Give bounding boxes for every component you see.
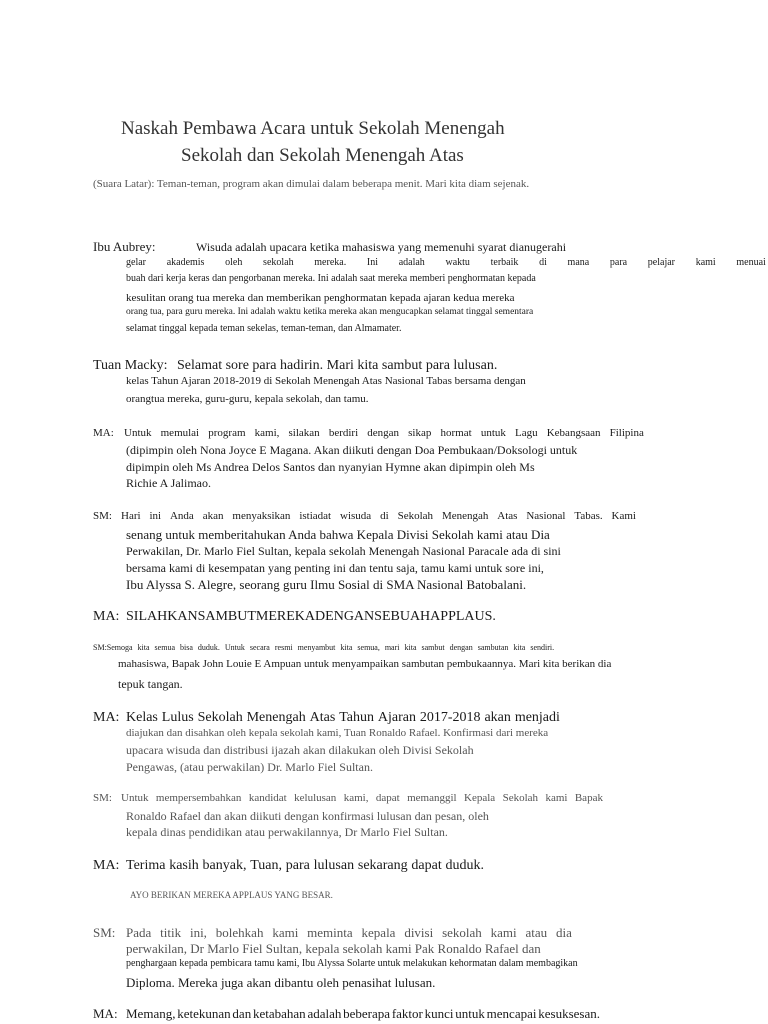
b4-line3: Perwakilan, Dr. Marlo Fiel Sultan, kepala sekolah Menengah Nasional Paracale ada di sini xyxy=(126,544,561,558)
b4-line4: bersama kami di kesempatan yang penting ini dan tentu saja, tamu kami untuk sore ini, xyxy=(126,561,544,575)
justified-word: Tahun xyxy=(339,710,374,725)
justified-word: Untuk xyxy=(121,792,149,804)
justified-word: akademis xyxy=(166,257,205,268)
justified-word: Terima xyxy=(126,858,166,873)
justified-word: Menengah xyxy=(246,710,306,725)
speaker-ma: MA: xyxy=(93,609,120,624)
justified-word: ketabahan xyxy=(252,1006,306,1021)
justified-word: SILAHKAN xyxy=(126,609,198,624)
justified-word: DENGAN xyxy=(315,609,375,624)
justified-word: dapat xyxy=(375,792,400,804)
b11-line1 xyxy=(126,1006,600,1022)
justified-word: dia xyxy=(556,925,572,940)
justified-word: sikap xyxy=(408,427,432,439)
justified-word: kami xyxy=(695,257,716,268)
b10-line1 xyxy=(126,925,572,941)
speaker-sm: SM: xyxy=(93,792,112,804)
b2-line1: Selamat sore para hadirin. Mari kita sambut para lulusan. xyxy=(177,358,498,373)
b1-line6: selamat tinggal kepada teman sekelas, teman-teman, dan Almamater. xyxy=(126,323,402,334)
justified-word: ketekunan xyxy=(177,1006,231,1021)
b6-line2: mahasiswa, Bapak John Louie E Ampuan untuk menyampaikan sambutan pembukaannya. Mari kita berikan dia xyxy=(118,658,612,670)
speaker-ma: MA: xyxy=(93,710,120,725)
justified-word: program xyxy=(208,427,246,439)
justified-word: kasih xyxy=(169,858,199,873)
justified-word: akan xyxy=(202,510,224,522)
document-title-line2: Sekolah dan Sekolah Menengah Atas xyxy=(181,145,464,166)
justified-word: kami xyxy=(272,925,299,940)
justified-word: Anda xyxy=(169,510,194,522)
justified-word: 2017-2018 xyxy=(419,710,481,725)
justified-word: para xyxy=(609,257,628,268)
justified-word: sekolah xyxy=(263,257,294,268)
b7-line1 xyxy=(126,710,560,726)
justified-word: kami, xyxy=(343,792,369,804)
justified-word: Kebangsaan xyxy=(546,427,601,439)
b8-line1 xyxy=(121,792,603,804)
speaker-ma: MA: xyxy=(93,427,114,439)
justified-word: terbaik xyxy=(490,257,519,268)
justified-word: menjadi xyxy=(514,710,560,725)
b1-line5: orang tua, para guru mereka. Ini adalah waktu ketika mereka akan mengucapkan selamat tinggal sementara xyxy=(126,307,534,317)
justified-word: adalah xyxy=(307,1006,342,1021)
justified-word: beberapa xyxy=(343,1006,391,1021)
b4-line2: senang untuk memberitahukan Anda bahwa Kepala Divisi Sekolah kami atau Dia xyxy=(126,527,550,542)
justified-word: oleh xyxy=(225,257,243,268)
justified-word: waktu xyxy=(445,257,470,268)
b7-line3: upacara wisuda dan distribusi ijazah akan dilakukan oleh Divisi Sekolah xyxy=(126,743,474,757)
justified-word: Lagu xyxy=(515,427,538,439)
justified-word: berdiri xyxy=(328,427,359,439)
justified-word: wisuda xyxy=(340,510,372,522)
justified-word: para xyxy=(285,858,310,873)
document-title-line1: Naskah Pembawa Acara untuk Sekolah Menengah xyxy=(121,118,505,139)
b5-applause-line xyxy=(126,609,496,625)
justified-word: meminta xyxy=(307,925,353,940)
b10-line2: perwakilan, Dr Marlo Fiel Sultan, kepala sekolah kami Pak Ronaldo Rafael dan xyxy=(126,941,541,956)
justified-word: bolehkah xyxy=(215,925,264,940)
justified-word: mana xyxy=(567,257,590,268)
justified-word: Pada xyxy=(126,925,152,940)
justified-word: APPLAUS. xyxy=(430,609,496,624)
b3-line2: (dipimpin oleh Nona Joyce E Magana. Akan diikuti dengan Doa Pembukaan/Doksologi untuk xyxy=(126,443,578,457)
b3-line4: Richie A Jalimao. xyxy=(126,476,211,490)
justified-word: di xyxy=(380,510,389,522)
b7-line4: Pengawas, (atau perwakilan) Dr. Marlo Fiel Sultan. xyxy=(126,760,373,774)
b1-line1: Wisuda adalah upacara ketika mahasiswa yang memenuhi syarat dianugerahi xyxy=(196,240,567,254)
justified-word: mereka. xyxy=(314,257,347,268)
speaker-sm: SM: xyxy=(93,510,112,522)
justified-word: Memang, xyxy=(126,1006,176,1021)
justified-word: Atas xyxy=(497,510,518,522)
justified-word: Sekolah xyxy=(502,792,539,804)
b6-line1: SM:Semoga kita semua bisa duduk. Untuk secara resmi menyambut kita semua, mari kita sambut dengan sambutan kita sendiri. xyxy=(93,643,555,652)
justified-word: Sekolah xyxy=(197,710,243,725)
justified-word: adalah xyxy=(398,257,425,268)
justified-word: kandidat xyxy=(248,792,287,804)
justified-word: gelar xyxy=(126,257,146,268)
justified-word: di xyxy=(539,257,547,268)
justified-word: Sekolah xyxy=(397,510,434,522)
b7-line2: diajukan dan disahkan oleh kepala sekolah kami, Tuan Ronaldo Rafael. Konfirmasi dari mereka xyxy=(126,727,549,739)
justified-word: SEBUAH xyxy=(374,609,431,624)
justified-word: ini xyxy=(149,510,162,522)
justified-word: silakan xyxy=(288,427,320,439)
justified-word: Atas xyxy=(309,710,336,725)
b8-line2: Ronaldo Rafael dan akan diikuti dengan konfirmasi lulusan dan pesan, oleh xyxy=(126,809,489,823)
justified-word: akan xyxy=(484,710,511,725)
justified-word: kami xyxy=(545,792,568,804)
b9-line2: AYO BERIKAN MEREKA APPLAUS YANG BESAR. xyxy=(130,890,333,900)
justified-word: mempersembahkan xyxy=(155,792,242,804)
b3-line3: dipimpin oleh Ms Andrea Delos Santos dan nyanyian Hymne akan dipimpin oleh Ms xyxy=(126,460,535,474)
justified-word: Nasional xyxy=(526,510,566,522)
justified-word: mencapai xyxy=(486,1006,537,1021)
b9-line1 xyxy=(126,858,484,874)
justified-word: pelajar xyxy=(647,257,675,268)
justified-word: Kepala xyxy=(464,792,496,804)
b1-line3: buah dari kerja keras dan pengorbanan mereka. Ini adalah saat mereka memberi penghormatan kepada xyxy=(126,273,536,284)
b8-line3: kepala dinas pendidikan atau perwakilannya, Dr Marlo Fiel Sultan. xyxy=(126,825,448,839)
b3-line1 xyxy=(124,427,644,439)
justified-word: Lulus xyxy=(161,710,194,725)
justified-word: Ajaran xyxy=(377,710,416,725)
justified-word: kami, xyxy=(254,427,280,439)
justified-word: kunci xyxy=(424,1006,454,1021)
justified-word: ini, xyxy=(189,925,207,940)
justified-word: dan xyxy=(232,1006,252,1021)
justified-word: menuai xyxy=(736,257,766,268)
justified-word: kepala xyxy=(361,925,396,940)
justified-word: memanggil xyxy=(407,792,457,804)
justified-word: dengan xyxy=(367,427,400,439)
justified-word: faktor xyxy=(391,1006,423,1021)
b1-line4: kesulitan orang tua mereka dan memberikan penghormatan kepada ajaran kedua mereka xyxy=(126,292,515,304)
speaker-ibu-aubrey: Ibu Aubrey: xyxy=(93,239,156,254)
b10-line3: penghargaan kepada pembicara tamu kami, Ibu Alyssa Solarte untuk melakukan kehormatan dalam membagikan xyxy=(126,958,578,969)
justified-word: kelulusan xyxy=(294,792,337,804)
justified-word: menyaksikan xyxy=(232,510,291,522)
justified-word: sekarang xyxy=(357,858,408,873)
justified-word: Tuan, xyxy=(250,858,283,873)
justified-word: untuk xyxy=(480,427,506,439)
b10-line4: Diploma. Mereka juga akan dibantu oleh penasihat lulusan. xyxy=(126,975,436,990)
justified-word: Ini xyxy=(366,257,379,268)
justified-word: Kami xyxy=(611,510,636,522)
justified-word: memulai xyxy=(160,427,200,439)
justified-word: divisi xyxy=(404,925,434,940)
justified-word: lulusan xyxy=(313,858,355,873)
justified-word: dapat xyxy=(411,858,442,873)
justified-word: MEREKA xyxy=(255,609,316,624)
justified-word: Untuk xyxy=(124,427,152,439)
justified-word: sekolah xyxy=(442,925,482,940)
justified-word: Tabas. xyxy=(574,510,603,522)
justified-word: kesuksesan. xyxy=(538,1006,600,1021)
b2-line2: kelas Tahun Ajaran 2018-2019 di Sekolah Menengah Atas Nasional Tabas bersama dengan xyxy=(126,375,526,387)
justified-word: Hari xyxy=(121,510,141,522)
b1-line2 xyxy=(126,257,766,268)
speaker-sm: SM: xyxy=(93,925,116,940)
justified-word: banyak, xyxy=(202,858,247,873)
speaker-ma: MA: xyxy=(93,1006,118,1021)
intro-voiceover: (Suara Latar): Teman-teman, program akan dimulai dalam beberapa menit. Mari kita diam sejenak. xyxy=(93,178,530,190)
justified-word: titik xyxy=(160,925,182,940)
b4-line1 xyxy=(121,510,636,522)
justified-word: Filipina xyxy=(609,427,644,439)
justified-word: atau xyxy=(525,925,548,940)
speaker-tuan-macky: Tuan Macky: xyxy=(93,358,168,373)
justified-word: SAMBUT xyxy=(197,609,256,624)
b6-line3: tepuk tangan. xyxy=(118,677,183,691)
justified-word: Kelas xyxy=(126,710,158,725)
justified-word: istiadat xyxy=(299,510,332,522)
justified-word: Bapak xyxy=(574,792,603,804)
b2-line3: orangtua mereka, guru-guru, kepala sekolah, dan tamu. xyxy=(126,393,369,405)
justified-word: untuk xyxy=(455,1006,485,1021)
justified-word: hormat xyxy=(440,427,472,439)
justified-word: kami xyxy=(490,925,517,940)
speaker-ma: MA: xyxy=(93,858,120,873)
justified-word: Menengah xyxy=(441,510,489,522)
b4-line5: Ibu Alyssa S. Alegre, seorang guru Ilmu Sosial di SMA Nasional Batobalani. xyxy=(126,577,527,592)
justified-word: duduk. xyxy=(445,858,484,873)
